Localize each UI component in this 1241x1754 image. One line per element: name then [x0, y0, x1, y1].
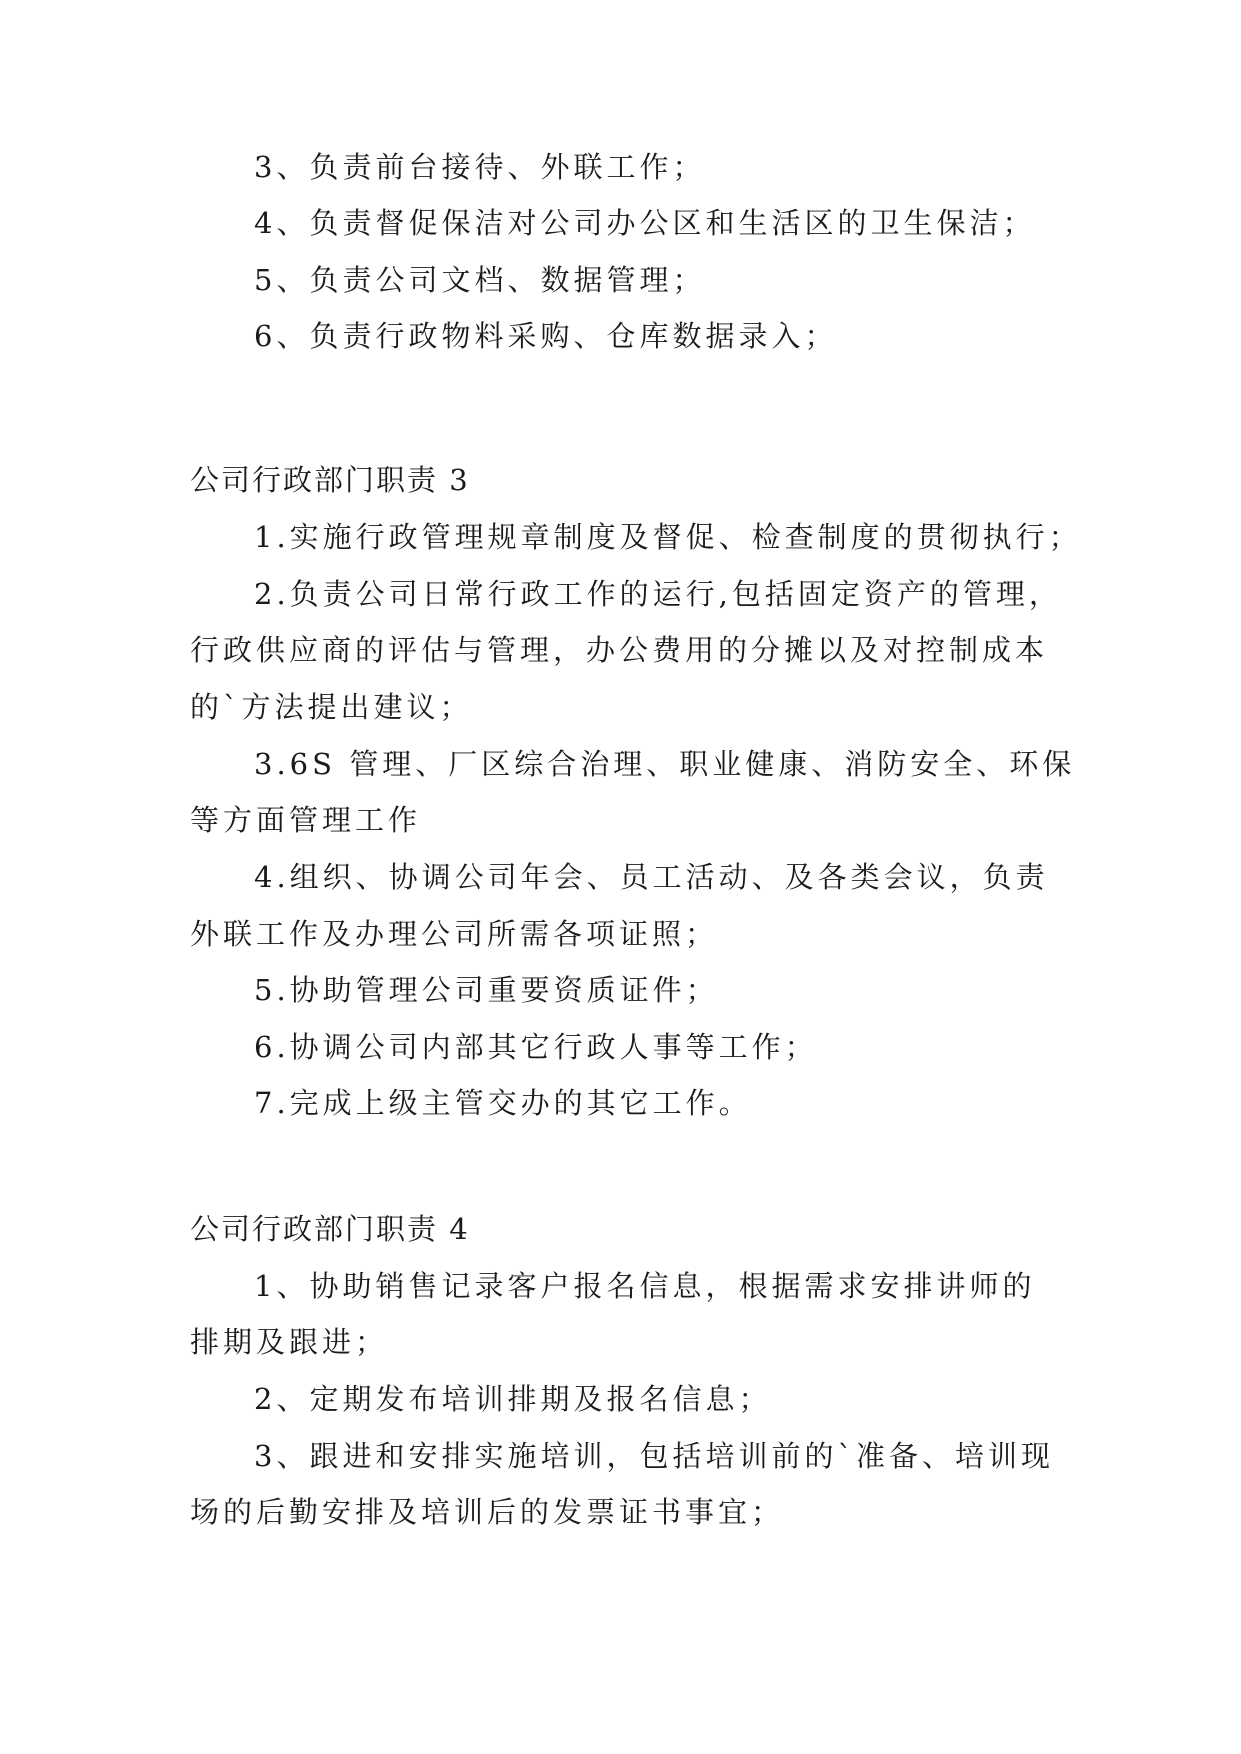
- paragraph-line: 2.负责公司日常行政工作的运行,包括固定资产的管理，: [254, 577, 1062, 611]
- paragraph-line: 排期及跟进；: [190, 1325, 389, 1359]
- list-item: 5、负责公司文档、数据管理；: [254, 263, 706, 297]
- paragraph-line: 3.6S 管理、厂区综合治理、职业健康、消防安全、环保: [254, 747, 1076, 781]
- paragraph-line: 6.协调公司内部其它行政人事等工作；: [254, 1030, 818, 1064]
- paragraph-line: 1.实施行政管理规章制度及督促、检查制度的贯彻执行；: [254, 520, 1082, 554]
- list-item: 6、负责行政物料采购、仓库数据录入；: [254, 319, 838, 353]
- paragraph-line: 4.组织、协调公司年会、员工活动、及各类会议，负责: [254, 860, 1049, 894]
- list-item: 4、负责督促保洁对公司办公区和生活区的卫生保洁；: [254, 206, 1036, 240]
- paragraph-line: 等方面管理工作: [190, 803, 422, 837]
- paragraph-line: 1、协助销售记录客户报名信息，根据需求安排讲师的: [254, 1269, 1036, 1303]
- paragraph-line: 行政供应商的评估与管理，办公费用的分摊以及对控制成本: [190, 633, 1049, 667]
- paragraph-line: 的`方法提出建议；: [190, 690, 473, 724]
- section-heading: 公司行政部门职责 4: [190, 1212, 470, 1246]
- paragraph-line: 3、跟进和安排实施培训，包括培训前的`准备、培训现: [254, 1439, 1054, 1473]
- paragraph-line: 7.完成上级主管交办的其它工作。: [254, 1086, 752, 1120]
- list-item: 3、负责前台接待、外联工作；: [254, 150, 706, 184]
- paragraph-line: 外联工作及办理公司所需各项证照；: [190, 917, 719, 951]
- section-heading: 公司行政部门职责 3: [190, 463, 470, 497]
- paragraph-line: 5.协助管理公司重要资质证件；: [254, 973, 719, 1007]
- paragraph-line: 2、定期发布培训排期及报名信息；: [254, 1382, 772, 1416]
- paragraph-line: 场的后勤安排及培训后的发票证书事宜；: [190, 1495, 785, 1529]
